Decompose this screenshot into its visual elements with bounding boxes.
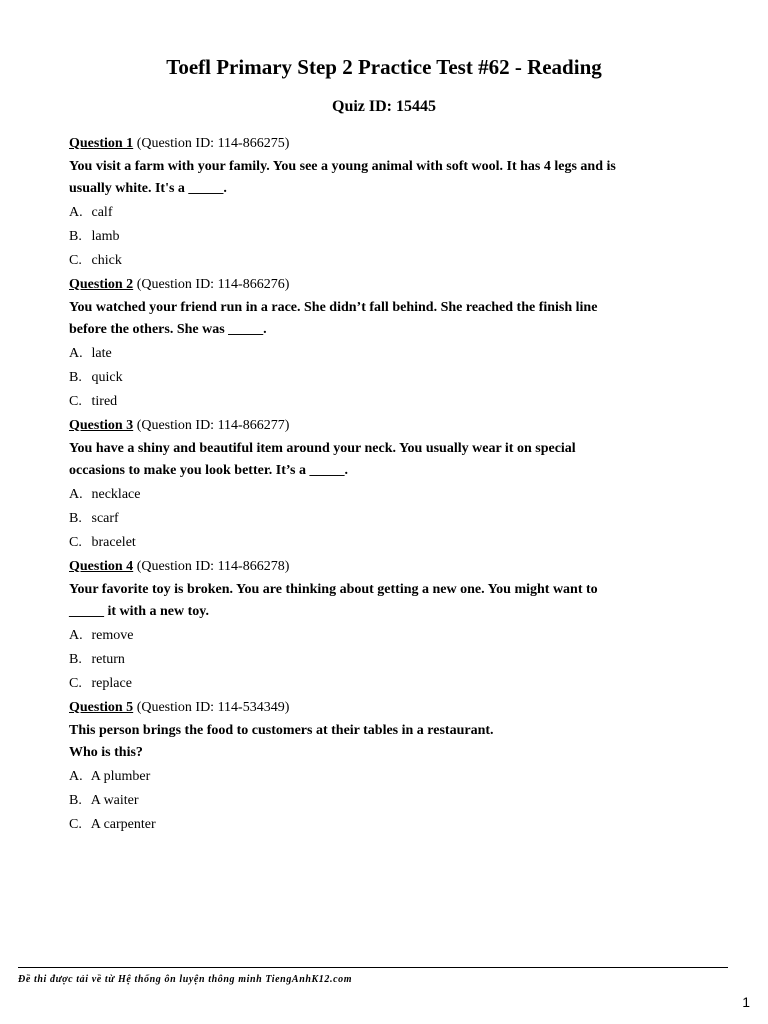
- option-letter: A.: [69, 346, 83, 361]
- question-number: Question 4: [69, 559, 134, 574]
- question-list: [69, 134, 694, 839]
- question-text-line: You watched your friend run in a race. She didn’t fall behind. She reached the finish line: [69, 300, 598, 315]
- question-id: (Question ID: 114-866276): [133, 277, 290, 292]
- option-text: A plumber: [90, 769, 151, 784]
- option-letter: B.: [69, 652, 82, 667]
- answer-option: [69, 533, 694, 553]
- option-letter: B.: [69, 229, 82, 244]
- option-letter: C.: [69, 535, 82, 550]
- answer-option: [69, 650, 694, 670]
- option-letter: B.: [69, 793, 82, 808]
- answer-option: [69, 227, 694, 247]
- question-text-line: You have a shiny and beautiful item around your neck. You usually wear it on special: [69, 441, 576, 456]
- option-text: remove: [91, 628, 134, 643]
- option-text: tired: [91, 394, 118, 409]
- question-text-line: _____ it with a new toy.: [69, 604, 209, 619]
- question-text-line: before the others. She was _____.: [69, 322, 267, 337]
- answer-option: [69, 674, 694, 694]
- answer-option: [69, 203, 694, 223]
- answer-option: [69, 368, 694, 388]
- answer-option: [69, 251, 694, 271]
- question-block: [69, 134, 694, 271]
- answer-option: [69, 392, 694, 412]
- answer-option: [69, 815, 694, 835]
- question-number: Question 2: [69, 277, 134, 292]
- option-text: quick: [91, 370, 123, 385]
- answer-option: [69, 626, 694, 646]
- question-text-line: usually white. It's a _____.: [69, 181, 227, 196]
- option-letter: B.: [69, 370, 82, 385]
- option-text: bracelet: [91, 535, 136, 550]
- question-block: [69, 275, 694, 412]
- option-text: necklace: [91, 487, 141, 502]
- option-letter: A.: [69, 487, 83, 502]
- page-number: 1: [742, 994, 750, 1010]
- option-text: replace: [91, 676, 132, 691]
- quiz-id: Quiz ID: 15445: [332, 98, 436, 115]
- question-id: (Question ID: 114-866277): [133, 418, 290, 433]
- question-header: [69, 134, 694, 154]
- footer-divider: [18, 967, 728, 968]
- question-text: [69, 438, 694, 482]
- option-text: scarf: [91, 511, 119, 526]
- question-text-line: Your favorite toy is broken. You are thinking about getting a new one. You might want to: [69, 582, 598, 597]
- option-letter: A.: [69, 769, 83, 784]
- option-letter: B.: [69, 511, 82, 526]
- option-text: return: [91, 652, 125, 667]
- answer-option: [69, 791, 694, 811]
- answer-option: [69, 344, 694, 364]
- option-text: late: [91, 346, 112, 361]
- answer-option: [69, 485, 694, 505]
- option-text: calf: [91, 205, 113, 220]
- option-letter: C.: [69, 394, 82, 409]
- question-header: [69, 275, 694, 295]
- option-letter: A.: [69, 205, 83, 220]
- option-letter: C.: [69, 676, 82, 691]
- question-block: [69, 416, 694, 553]
- question-block: [69, 557, 694, 694]
- question-header: [69, 698, 694, 718]
- question-id: (Question ID: 114-866278): [133, 559, 290, 574]
- question-number: Question 5: [69, 700, 134, 715]
- question-header: [69, 416, 694, 436]
- option-letter: C.: [69, 817, 82, 832]
- question-text: [69, 156, 694, 200]
- question-id: (Question ID: 114-534349): [133, 700, 290, 715]
- footer-source-note: Đề thi được tải về từ Hệ thống ôn luyện thông minh TiengAnhK12.com: [18, 974, 353, 985]
- question-block: [69, 698, 694, 835]
- question-text-line: Who is this?: [69, 745, 143, 760]
- answer-option: [69, 509, 694, 529]
- question-text: [69, 720, 694, 764]
- document-title: Toefl Primary Step 2 Practice Test #62 - Reading: [166, 55, 602, 79]
- question-header: [69, 557, 694, 577]
- option-letter: A.: [69, 628, 83, 643]
- question-number: Question 1: [69, 136, 134, 151]
- option-text: A carpenter: [90, 817, 156, 832]
- question-text-line: This person brings the food to customers at their tables in a restaurant.: [69, 723, 494, 738]
- option-text: A waiter: [90, 793, 139, 808]
- question-number: Question 3: [69, 418, 134, 433]
- option-text: lamb: [91, 229, 120, 244]
- answer-option: [69, 767, 694, 787]
- question-text-line: You visit a farm with your family. You see a young animal with soft wool. It has 4 legs and is: [69, 159, 616, 174]
- question-text-line: occasions to make you look better. It’s a _____.: [69, 463, 348, 478]
- question-text: [69, 579, 694, 623]
- question-id: (Question ID: 114-866275): [133, 136, 290, 151]
- option-text: chick: [91, 253, 122, 268]
- question-text: [69, 297, 694, 341]
- option-letter: C.: [69, 253, 82, 268]
